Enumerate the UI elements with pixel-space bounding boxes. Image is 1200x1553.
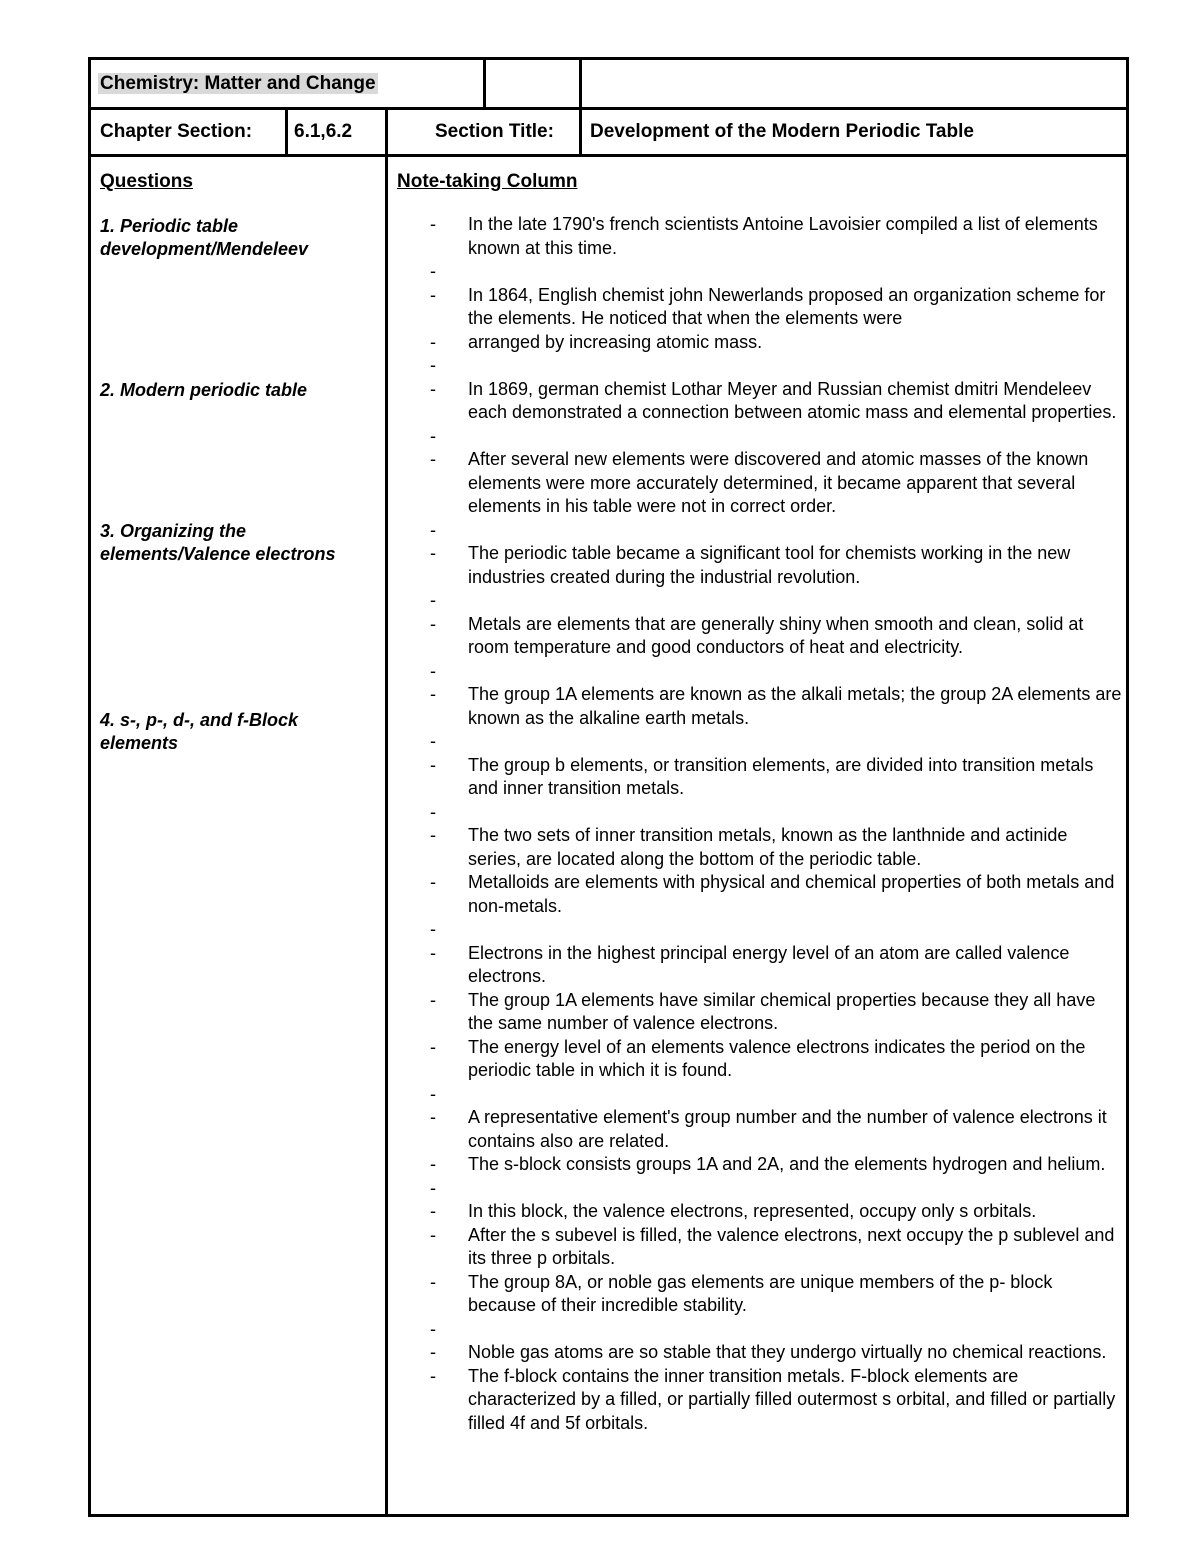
questions-heading: Questions [100, 171, 193, 192]
notes-heading: Note-taking Column [397, 171, 578, 192]
note-item: - [430, 1083, 436, 1104]
header-row-divider [91, 107, 1126, 110]
column-divider [385, 107, 388, 1517]
note-item: - The energy level of an elements valence electrons indicates the period on the periodic table in which it is found. [430, 1036, 1086, 1080]
note-item: - [430, 1318, 436, 1339]
notes-list [430, 213, 1122, 1435]
title-cell-divider-2 [579, 60, 582, 110]
note-item: - [430, 731, 436, 751]
note-item: - [430, 425, 436, 446]
section-title-label: Section Title: [435, 121, 554, 142]
note-item: - A representative element's group number and the number of valence electrons it contains also are related. [430, 1107, 1107, 1151]
note-item: - In 1869, german chemist Lothar Meyer and Russian chemist dmitri Mendeleev each demonstrated a connection between atomic mass and elemental properties. [430, 378, 1117, 422]
note-item: - [430, 919, 436, 939]
note-item: - In this block, the valence electrons, represented, occupy only s orbitals. [430, 1201, 1037, 1221]
note-item: - The two sets of inner transition metals, known as the lanthnide and actinide series, are located along the bottom of the periodic table. [430, 825, 1068, 869]
note-item: - [430, 801, 436, 822]
note-item: - The group 8A, or noble gas elements are unique members of the p- block because of their incredible stability. [430, 1271, 1053, 1315]
question-4: 4. s-, p-, d-, and f-Block elements [100, 710, 299, 753]
chapter-section-label: Chapter Section: [100, 121, 253, 142]
chapter-cell-divider [285, 107, 288, 157]
note-item: - [430, 519, 436, 540]
note-item: - After several new elements were discovered and atomic masses of the known elements were more accurately determined, it became apparent that several elements in his table were not in correct order. [430, 449, 1089, 516]
title-cell-divider-1 [483, 60, 486, 110]
note-item: - The f-block contains the inner transition metals. F-block elements are characterized by a filled, or partially filled outermost s orbital, and filled or partially filled 4f and 5f orbitals. [430, 1365, 1116, 1433]
note-item: - In 1864, English chemist john Newerlands proposed an organization scheme for the elements. He noticed that when the elements were [430, 284, 1106, 328]
note-item: - The periodic table became a significant tool for chemists working in the new industries created during the industrial revolution. [430, 543, 1071, 587]
chapter-section-value: 6.1,6.2 [294, 121, 353, 142]
question-3: 3. Organizing the elements/Valence electrons [100, 521, 336, 564]
section-title-divider [579, 107, 582, 157]
note-item: - Electrons in the highest principal energy level of an atom are called valence electrons. [430, 942, 1070, 986]
note-item: - [430, 261, 436, 281]
note-item: - The group 1A elements are known as the alkali metals; the group 2A elements are known as the alkaline earth metals. [430, 684, 1122, 728]
note-item: - [430, 660, 436, 681]
note-item: - arranged by increasing atomic mass. [430, 331, 763, 352]
question-2: 2. Modern periodic table [100, 380, 308, 400]
note-item: - After the s subevel is filled, the valence electrons, next occupy the p sublevel and its three p orbitals. [430, 1224, 1115, 1268]
note-item: - [430, 355, 436, 375]
note-item: - Metalloids are elements with physical and chemical properties of both metals and non-metals. [430, 872, 1115, 916]
note-item: - Metals are elements that are generally shiny when smooth and clean, solid at room temperature and good conductors of heat and electricity. [430, 613, 1084, 657]
note-item: - The group 1A elements have similar chemical properties because they all have the same number of valence electrons. [430, 989, 1096, 1033]
note-item: - Noble gas atoms are so stable that they undergo virtually no chemical reactions. [430, 1342, 1107, 1362]
section-title-value: Development of the Modern Periodic Table [590, 121, 974, 142]
book-title: Chemistry: Matter and Change [100, 73, 376, 94]
note-item: - [430, 590, 436, 610]
note-item: - The group b elements, or transition elements, are divided into transition metals and inner transition metals. [430, 754, 1094, 798]
question-1: 1. Periodic table development/Mendeleev [100, 216, 309, 259]
header-bottom-divider [91, 154, 1126, 157]
note-item: - [430, 1177, 436, 1198]
note-item: - The s-block consists groups 1A and 2A, and the elements hydrogen and helium. [430, 1154, 1106, 1174]
note-item: - In the late 1790's french scientists Antoine Lavoisier compiled a list of elements known at this time. [430, 214, 1098, 258]
